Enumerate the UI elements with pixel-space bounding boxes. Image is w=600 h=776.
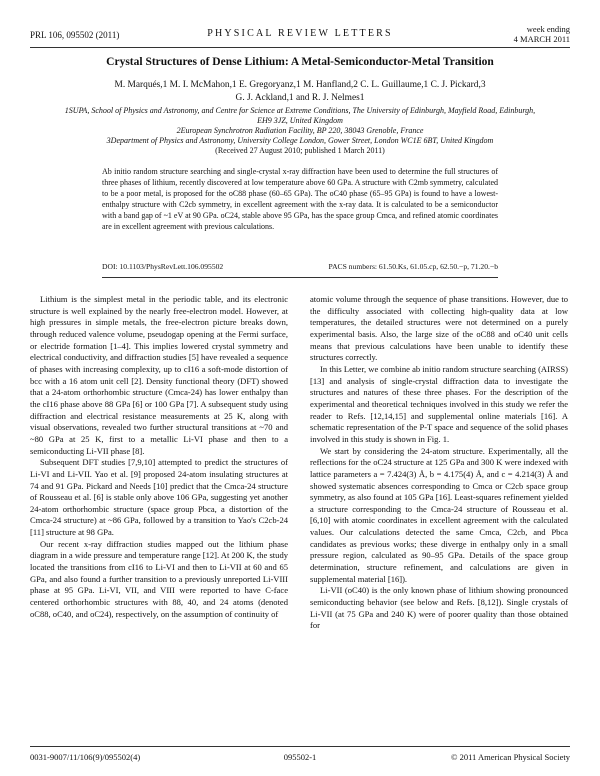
header-rule: [30, 47, 570, 48]
affiliation-3: 3Department of Physics and Astronomy, University College London, Gower Street, London WC1E 6BT, United Kingdom: [106, 136, 494, 145]
body-column-left: [30, 294, 288, 620]
date: 4 MARCH 2011: [513, 34, 570, 44]
paragraph: Subsequent DFT studies [7,9,10] attempted to predict the structures of Li-VI and Li-VII. Yao et al. [9] proposed 24-atom insulating structures at 74 and 91 GPa. Pickard and Needs [10] predict that the Cmca-24 structure of Rousseau et al. [6] is stable only above 106 GPa, suggesting yet another 24-atom orthorhombic structure (space group Pbca, a distortion of the Cmca-24 structure) at ~86 GPa, followed by a transition to Yao's C2cb-24 [11] structure at 98 GPa.: [30, 457, 288, 538]
week-label: week ending: [526, 24, 570, 34]
running-header: [30, 24, 570, 46]
abstract-rule: [102, 277, 498, 278]
abstract: Ab initio random structure searching and single-crystal x-ray diffraction have been used to determine the full structures of three phases of lithium, recently discovered at low temperature above 60 GPa. A structure with C2mb symmetry, calculated to be a poor metal, is proposed for the oC88 phase (60–65 GPa). The oC40 phase (65–95 GPa) is found to have a lowest-enthalpy structure with C2cb symmetry, in excellent agreement with the x-ray data. It is calculated to be a semiconductor with a band gap of ~1 eV at 90 GPa. oC24, stable above 95 GPa, has the space group Cmca, and refined atomic coordinates are in excellent agreement with previous calculations.: [102, 167, 498, 231]
copyright: © 2011 American Physical Society: [451, 752, 570, 762]
journal-reference: PRL 106, 095502 (2011): [30, 30, 120, 40]
affiliation-2: 2European Synchrotron Radiation Facility, BP 220, 38043 Grenoble, France: [176, 126, 424, 135]
body-column-right: [310, 294, 568, 632]
received-dates: (Received 27 August 2010; published 1 March 2011): [215, 146, 385, 155]
journal-name: PHYSICAL REVIEW LETTERS: [207, 28, 393, 39]
paragraph: We start by considering the 24-atom structure. Experimentally, all the reflections for the oC24 structure at 125 GPa and 300 K were indexed with lattice parameters a = 7.424(3) Å, b = 4.175(4) Å, and c = 4.214(3) Å and showed systematic absences corresponding to Cmca or C2cb space group symmetry, as also found at 105 GPa [16]. Least-squares refinement yielded a structure corresponding to the Cmca-24 structure of Rousseau et al. [6,10] with atomic coordinates in excellent agreement with the calculated values. Our calculations detected the same Cmca, C2cb, and Pbca candidates as previous works; these diverge in enthalpy only in a small pressure region, calculated as 90–95 GPa. Details of the space group determination, structure refinement, and calculations are given in supplemental material [16]).: [310, 445, 568, 584]
paper-title: Crystal Structures of Dense Lithium: A Metal-Semiconductor-Metal Transition: [106, 56, 494, 68]
article-code: 0031-9007/11/106(9)/095502(4): [30, 752, 141, 762]
paragraph: In this Letter, we combine ab initio random structure searching (AIRSS) [13] and analysis of single-crystal diffraction data to investigate the structures and natures of these three phases. For the description of the experimental and theoretical techniques involved in this study we refer the reader to Refs. [12,14,15] and supplemental online materials [16]. A schematic representation of the P-T space and sequence of the solid phases involved in this study is shown in Fig. 1.: [310, 363, 568, 444]
paragraph: Lithium is the simplest metal in the periodic table, and its electronic structure is well explained by the nearly free-electron model. However, at high pressures in simple metals, the free-electron picture breaks down, through reduced valence volume, pseudogap opening at the Fermi surface, or electride formation [1–4]. This implies lowered crystal symmetry and electrical conductivity, and diffraction studies [5] have revealed a sequence of phases with increasing complexity, up to cI16 a soft-mode distortion of bcc with a 16 atom unit cell [2]. Density functional theory (DFT) showed that a 24-atom orthorhombic structure (Cmca-24) has lower enthalpy than the cI16 phase above 88 GPa [6] or 100 GPa [7]. A subsequent study using diffraction and electrical resistance measurements at 25 K, along with visual observations, revealed two further structural transitions at ~70 and ~80 GPa at 25 K, first to a metallic Li-VI phase and then to a semiconducting Li-VII phase [8].: [30, 294, 288, 456]
page-number: 095502-1: [283, 752, 317, 762]
author-list: [60, 79, 540, 105]
affiliation-1: 1SUPA, School of Physics and Astronomy, and Centre for Science at Extreme Conditions, The University of Edinburgh, Mayfield Road, Edinburgh, EH9 3JZ, United Kingdom: [64, 106, 536, 125]
identifiers: [102, 262, 498, 271]
doi-link[interactable]: DOI: 10.1103/PhysRevLett.106.095502: [102, 262, 224, 271]
issue-date: [514, 24, 570, 44]
paragraph: Li-VII (oC40) is the only known phase of lithium showing pronounced semiconducting behavior (see below and Refs. [8,12]). Single crystals of Li-VII (at 75 GPa and 240 K) were of poorer quality than those obtained for: [310, 585, 568, 631]
pacs-numbers: PACS numbers: 61.50.Ks, 61.05.cp, 62.50.−p, 71.20.−b: [328, 262, 498, 271]
paragraph: atomic volume through the sequence of phase transitions. However, due to the difficulty associated with collecting high-quality data at low temperatures, the detailed structures were not determined on a purely experimental basis. Also, the large size of the oC88 and oC40 unit cells means that previous calculations have been unable to identify these structures correctly.: [310, 294, 568, 363]
author-line-2: G. J. Ackland,1 and R. J. Nelmes1: [235, 93, 365, 103]
paragraph: Our recent x-ray diffraction studies mapped out the lithium phase diagram in a wide pressure and temperature range [12]. At 200 K, the study located the transitions from cI16 to Li-VI and then to Li-VII at 60 and 65 GPa, and also found a further transition to a previously unreported Li-VIII phase at 95 GPa. Li-VI, VII, and VIII were reported to have C-face centered orthorhombic structures with 88, 40, and 24 atoms (denoted oC88, oC40, and oC24), respectively, on the assumption of continuity of: [30, 538, 288, 619]
author-line-1: M. Marqués,1 M. I. McMahon,1 E. Gregoryanz,1 M. Hanfland,2 C. L. Guillaume,1 C. J. Pickard,3: [114, 80, 486, 90]
affiliations: [60, 106, 540, 156]
footer-rule: [30, 746, 570, 747]
